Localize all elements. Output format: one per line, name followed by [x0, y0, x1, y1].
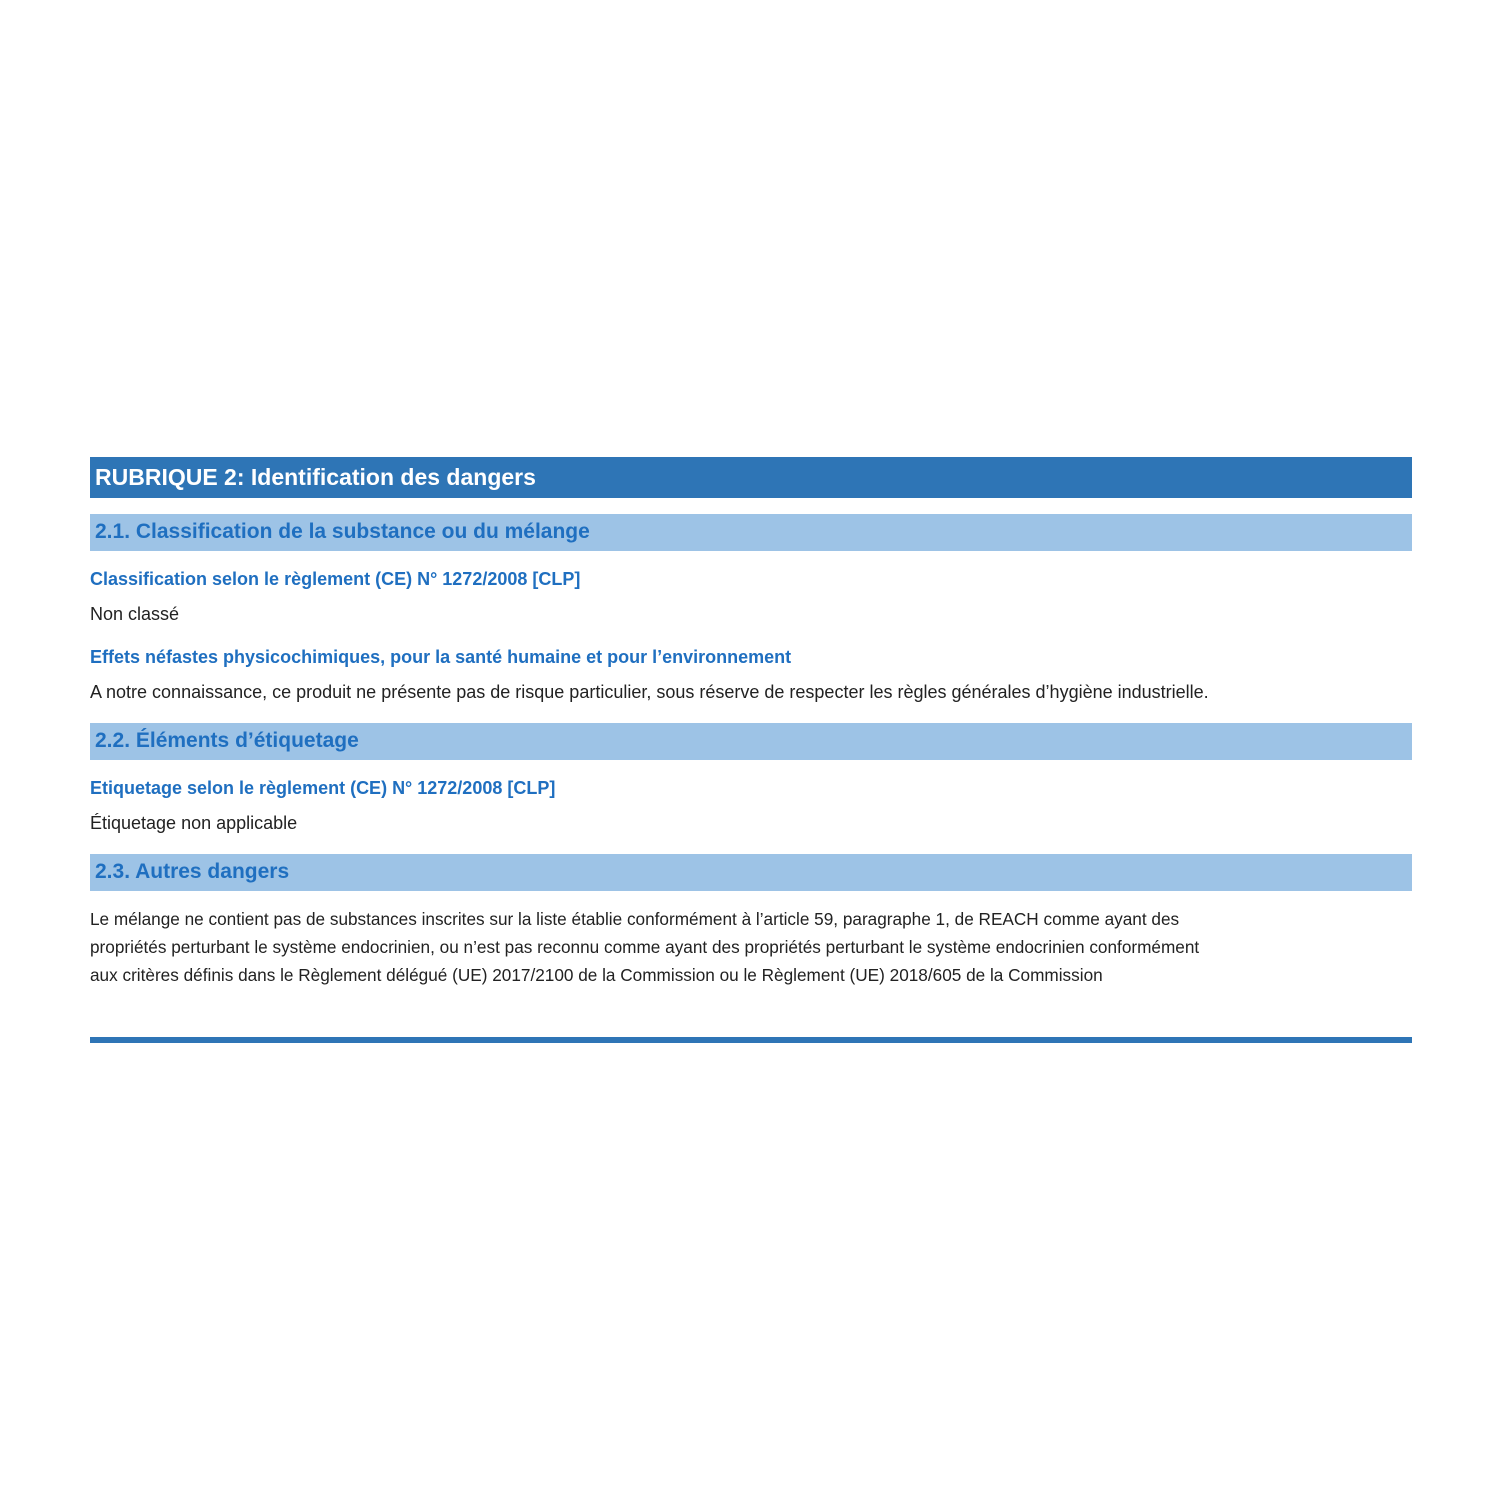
effects-text: A notre connaissance, ce produit ne présente pas de risque particulier, sous réserve de respecter les règles générales d’hygiène industrielle.	[90, 682, 1209, 702]
section-title: RUBRIQUE 2: Identification des dangers	[95, 464, 536, 490]
subsection-title-2-1: 2.1. Classification de la substance ou du mélange	[95, 520, 590, 543]
subsection-title-2-2: 2.2. Éléments d’étiquetage	[95, 729, 359, 752]
labelling-value: Étiquetage non applicable	[90, 813, 298, 833]
subsection-header-2-1	[90, 514, 1412, 551]
subsection-header-2-2	[90, 723, 1412, 760]
footer-rule	[90, 1037, 1412, 1043]
subsection-header-2-3	[90, 854, 1412, 891]
sds-section-2	[90, 457, 1412, 1043]
classification-title: Classification selon le règlement (CE) N° 1272/2008 [CLP]	[90, 569, 581, 589]
section-header	[90, 457, 1412, 498]
classification-value: Non classé	[90, 604, 180, 624]
labelling-title: Etiquetage selon le règlement (CE) N° 1272/2008 [CLP]	[90, 778, 556, 798]
subsection-title-2-3: 2.3. Autres dangers	[95, 860, 290, 883]
other-hazards-text: Le mélange ne contient pas de substances inscrites sur la liste établie conformément à l’article 59, paragraphe 1, de REACH comme ayant des propriétés perturbant le système endocrinien, ou n’est pas reconnu comme ayant des propriétés perturbant le système endocrinien conformément aux critères définis dans le Règlement délégué (UE) 2017/2100 de la Commission ou le Règlement (UE) 2018/605 de la Commission	[90, 909, 1200, 985]
effects-title: Effets néfastes physicochimiques, pour la santé humaine et pour l’environnement	[90, 647, 792, 667]
